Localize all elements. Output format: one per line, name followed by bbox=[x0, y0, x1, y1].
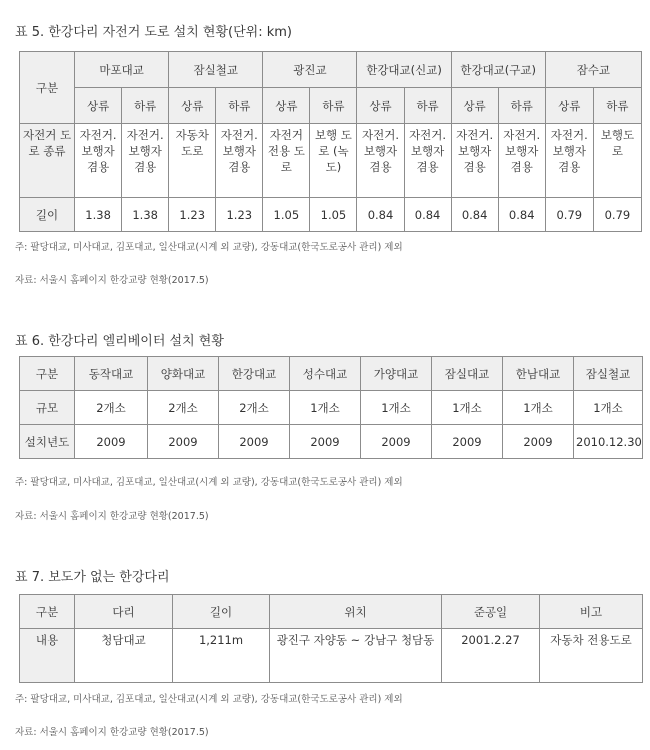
table7-source: 자료: 서울시 홈페이지 한강교량 현황(2017.5) bbox=[15, 727, 209, 738]
table-cell: 광진구 자양동 ~ 강남구 청담동 bbox=[270, 629, 442, 683]
direction-header: 하류 bbox=[593, 88, 641, 124]
table-cell: 0.84 bbox=[451, 198, 498, 232]
direction-header: 하류 bbox=[310, 88, 357, 124]
direction-header: 하류 bbox=[404, 88, 451, 124]
direction-header: 상류 bbox=[169, 88, 216, 124]
table-cell: 1,211m bbox=[173, 629, 270, 683]
table-cell: 1개소 bbox=[290, 391, 361, 425]
row-label-size: 규모 bbox=[20, 391, 75, 425]
direction-header: 상류 bbox=[451, 88, 498, 124]
table-cell: 2009 bbox=[503, 425, 574, 459]
table-cell: 2009 bbox=[75, 425, 148, 459]
table6-caption: 표 6. 한강다리 엘리베이터 설치 현황 bbox=[15, 334, 224, 349]
direction-header: 하류 bbox=[498, 88, 545, 124]
bridge-header: 한남대교 bbox=[503, 357, 574, 391]
table-cell: 0.79 bbox=[545, 198, 593, 232]
table-cell: 2009 bbox=[361, 425, 432, 459]
table-cell: 보행 도로 (녹도) bbox=[310, 124, 357, 198]
table7-header: 위치 bbox=[270, 595, 442, 629]
bridge-header: 잠실철교 bbox=[169, 52, 263, 88]
table-cell: 2010.12.30 bbox=[574, 425, 643, 459]
table6-corner: 구분 bbox=[20, 357, 75, 391]
bridge-header: 한강대교(구교) bbox=[451, 52, 545, 88]
table-cell: 1.05 bbox=[310, 198, 357, 232]
table-cell: 2009 bbox=[219, 425, 290, 459]
table6-source: 자료: 서울시 홈페이지 한강교량 현황(2017.5) bbox=[15, 511, 209, 522]
table-cell: 자동차 전용도로 bbox=[540, 629, 643, 683]
table-cell: 1.38 bbox=[122, 198, 169, 232]
table-cell: 1개소 bbox=[574, 391, 643, 425]
table5-note: 주: 팔당대교, 미사대교, 김포대교, 일산대교(시계 외 교량), 강동대교(한국도로공사 관리) 제외 bbox=[15, 242, 403, 253]
direction-header: 상류 bbox=[75, 88, 122, 124]
table-cell: 자전거.보행자겸용 bbox=[545, 124, 593, 198]
table5-corner: 구분 bbox=[20, 52, 75, 124]
table-cell: 청담대교 bbox=[75, 629, 173, 683]
table-cell: 1.23 bbox=[216, 198, 263, 232]
table-cell: 자전거.보행자겸용 bbox=[357, 124, 404, 198]
table7-caption: 표 7. 보도가 없는 한강다리 bbox=[15, 570, 170, 585]
table-cell: 1.05 bbox=[263, 198, 310, 232]
table-cell: 자전거.보행자겸용 bbox=[75, 124, 122, 198]
table7-note: 주: 팔당대교, 미사대교, 김포대교, 일산대교(시계 외 교량), 강동대교(한국도로공사 관리) 제외 bbox=[15, 694, 403, 705]
bridge-header: 광진교 bbox=[263, 52, 357, 88]
direction-header: 상류 bbox=[357, 88, 404, 124]
table-cell: 0.84 bbox=[498, 198, 545, 232]
bridge-header: 잠실철교 bbox=[574, 357, 643, 391]
table-cell: 자동차도로 bbox=[169, 124, 216, 198]
table-cell: 1개소 bbox=[432, 391, 503, 425]
table-cell: 0.84 bbox=[357, 198, 404, 232]
table-cell: 2009 bbox=[432, 425, 503, 459]
table-cell: 2001.2.27 bbox=[442, 629, 540, 683]
table-cell: 2009 bbox=[148, 425, 219, 459]
table-cell: 자전거 전용 도로 bbox=[263, 124, 310, 198]
table-cell: 2009 bbox=[290, 425, 361, 459]
table-cell: 보행도로 bbox=[593, 124, 641, 198]
table-cell: 1.23 bbox=[169, 198, 216, 232]
table-cell: 자전거.보행자겸용 bbox=[216, 124, 263, 198]
row-label-content: 내용 bbox=[20, 629, 75, 683]
table7-header: 준공일 bbox=[442, 595, 540, 629]
table7-header: 비고 bbox=[540, 595, 643, 629]
row-label-year: 설치년도 bbox=[20, 425, 75, 459]
table-cell: 1개소 bbox=[361, 391, 432, 425]
direction-header: 상류 bbox=[545, 88, 593, 124]
table-cell: 0.79 bbox=[593, 198, 641, 232]
bridge-header: 성수대교 bbox=[290, 357, 361, 391]
bridge-header: 한강대교(신교) bbox=[357, 52, 451, 88]
table5-caption: 표 5. 한강다리 자전거 도로 설치 현황(단위: km) bbox=[15, 25, 292, 40]
table-cell: 2개소 bbox=[148, 391, 219, 425]
table-cell: 1.38 bbox=[75, 198, 122, 232]
bridge-header: 잠수교 bbox=[545, 52, 641, 88]
table5 bbox=[19, 51, 642, 232]
table-cell: 자전거.보행자겸용 bbox=[122, 124, 169, 198]
bridge-header: 동작대교 bbox=[75, 357, 148, 391]
table7 bbox=[19, 594, 643, 683]
row-label-length: 길이 bbox=[20, 198, 75, 232]
direction-header: 하류 bbox=[122, 88, 169, 124]
table-cell: 1개소 bbox=[503, 391, 574, 425]
table6-note: 주: 팔당대교, 미사대교, 김포대교, 일산대교(시계 외 교량), 강동대교(한국도로공사 관리) 제외 bbox=[15, 477, 403, 488]
direction-header: 상류 bbox=[263, 88, 310, 124]
table-cell: 2개소 bbox=[219, 391, 290, 425]
table-cell: 자전거.보행자겸용 bbox=[498, 124, 545, 198]
table7-header: 길이 bbox=[173, 595, 270, 629]
table-cell: 자전거.보행자겸용 bbox=[404, 124, 451, 198]
bridge-header: 한강대교 bbox=[219, 357, 290, 391]
direction-header: 하류 bbox=[216, 88, 263, 124]
row-label-type: 자전거 도로 종류 bbox=[20, 124, 75, 198]
table7-header: 다리 bbox=[75, 595, 173, 629]
table5-source: 자료: 서울시 홈페이지 한강교량 현황(2017.5) bbox=[15, 275, 209, 286]
table-cell: 2개소 bbox=[75, 391, 148, 425]
table-cell: 자전거.보행자겸용 bbox=[451, 124, 498, 198]
bridge-header: 잠실대교 bbox=[432, 357, 503, 391]
table6 bbox=[19, 356, 643, 459]
bridge-header: 양화대교 bbox=[148, 357, 219, 391]
bridge-header: 가양대교 bbox=[361, 357, 432, 391]
table-cell: 0.84 bbox=[404, 198, 451, 232]
bridge-header: 마포대교 bbox=[75, 52, 169, 88]
table7-header: 구분 bbox=[20, 595, 75, 629]
